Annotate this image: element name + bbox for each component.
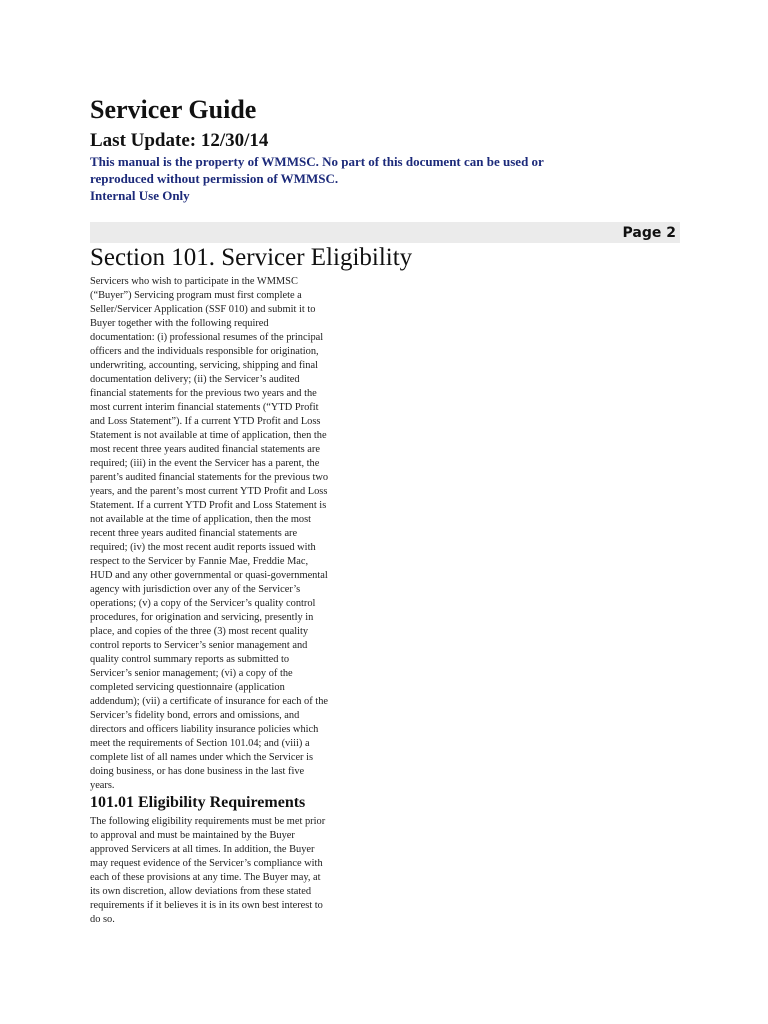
- paragraph-line: doing business, or has done business in the last five: [90, 766, 305, 777]
- paragraph-line: Statement. If a current YTD Profit and Loss Statement is: [90, 500, 327, 511]
- paragraph-line: to approval and must be maintained by the Buyer: [90, 830, 295, 841]
- paragraph-line: its own discretion, allow deviations from these stated: [90, 886, 312, 897]
- document-title: Servicer Guide: [90, 95, 257, 124]
- paragraph-line: not available at the time of application, then the most: [90, 514, 312, 525]
- ownership-notice: [90, 153, 570, 204]
- last-update: Last Update: 12/30/14: [90, 130, 269, 151]
- paragraph-line: documentation: (i) professional resumes of the principal: [90, 332, 324, 343]
- paragraph-line: underwriting, accounting, servicing, shipping and final: [90, 360, 318, 371]
- paragraph-line: each of these provisions at any time. The Buyer may, at: [90, 872, 321, 883]
- paragraph-line: and Loss Statement”). If a current YTD Profit and Loss: [90, 416, 321, 427]
- paragraph-line: quality control summary reports as submitted to: [90, 654, 290, 665]
- paragraph-line: requirements if it believes it is in its own best interest to: [90, 900, 323, 911]
- section-heading: Section 101. Servicer Eligibility: [90, 244, 413, 271]
- notice-line: reproduced without permission of WMMSC.: [90, 171, 339, 186]
- paragraph-line: addendum); (vii) a certificate of insurance for each of the: [90, 696, 329, 707]
- paragraph-line: HUD and any other governmental or quasi-governmental: [90, 570, 328, 581]
- subsection-heading: 101.01 Eligibility Requirements: [90, 794, 306, 811]
- paragraph-line: most recent three years audited financial statements are: [90, 444, 320, 455]
- paragraph-line: (“Buyer”) Servicing program must first complete a: [90, 290, 302, 301]
- paragraph-line: Statement is not available at time of application, then the: [90, 430, 327, 441]
- page-number: Page 2: [622, 225, 676, 241]
- paragraph-line: Seller/Servicer Application (SSF 010) and submit it to: [90, 304, 316, 315]
- notice-line: This manual is the property of WMMSC. No part of this document can be used or: [90, 154, 544, 169]
- paragraph-line: directors and officers liability insurance policies which: [90, 724, 319, 735]
- paragraph-line: Servicers who wish to participate in the WMMSC: [90, 276, 298, 287]
- paragraph-line: required; (iii) in the event the Servicer has a parent, the: [90, 458, 320, 469]
- paragraph-line: place, and copies of the three (3) most recent quality: [90, 626, 309, 637]
- subsection-paragraph: [90, 815, 352, 927]
- paragraph-line: may request evidence of the Servicer’s compliance with: [90, 858, 323, 869]
- paragraph-line: recent three years audited financial statements are: [90, 528, 298, 539]
- paragraph-line: procedures, for origination and servicing, presently in: [90, 612, 314, 623]
- paragraph-line: documentation delivery; (ii) the Servicer’s audited: [90, 374, 300, 385]
- paragraph-line: years, and the parent’s most current YTD Profit and Loss: [90, 486, 328, 497]
- paragraph-line: required; (iv) the most recent audit reports issued with: [90, 542, 316, 553]
- paragraph-line: parent’s audited financial statements for the previous two: [90, 472, 329, 483]
- page-number-bar: [90, 222, 680, 243]
- paragraph-line: agency with jurisdiction over any of the Servicer’s: [90, 584, 301, 595]
- paragraph-line: The following eligibility requirements must be met prior: [90, 816, 326, 827]
- paragraph-line: operations; (v) a copy of the Servicer’s quality control: [90, 598, 316, 609]
- paragraph-line: control reports to Servicer’s senior management and: [90, 640, 308, 651]
- paragraph-line: complete list of all names under which the Servicer is: [90, 752, 314, 763]
- paragraph-line: Buyer together with the following required: [90, 318, 269, 329]
- paragraph-line: Servicer’s fidelity bond, errors and omissions, and: [90, 710, 300, 721]
- paragraph-line: respect to the Servicer by Fannie Mae, Freddie Mac,: [90, 556, 309, 567]
- section-paragraph: [90, 275, 352, 793]
- paragraph-line: meet the requirements of Section 101.04; and (viii) a: [90, 738, 310, 749]
- paragraph-line: years.: [90, 780, 115, 791]
- internal-use-label: Internal Use Only: [90, 188, 190, 203]
- paragraph-line: do so.: [90, 914, 115, 925]
- paragraph-line: approved Servicers at all times. In addition, the Buyer: [90, 844, 315, 855]
- paragraph-line: financial statements for the previous two years and the: [90, 388, 317, 399]
- paragraph-line: completed servicing questionnaire (application: [90, 682, 285, 693]
- paragraph-line: Servicer’s senior management; (vi) a copy of the: [90, 668, 293, 679]
- paragraph-line: most current interim financial statements (“YTD Profit: [90, 402, 319, 413]
- paragraph-line: officers and the individuals responsible for origination,: [90, 346, 319, 357]
